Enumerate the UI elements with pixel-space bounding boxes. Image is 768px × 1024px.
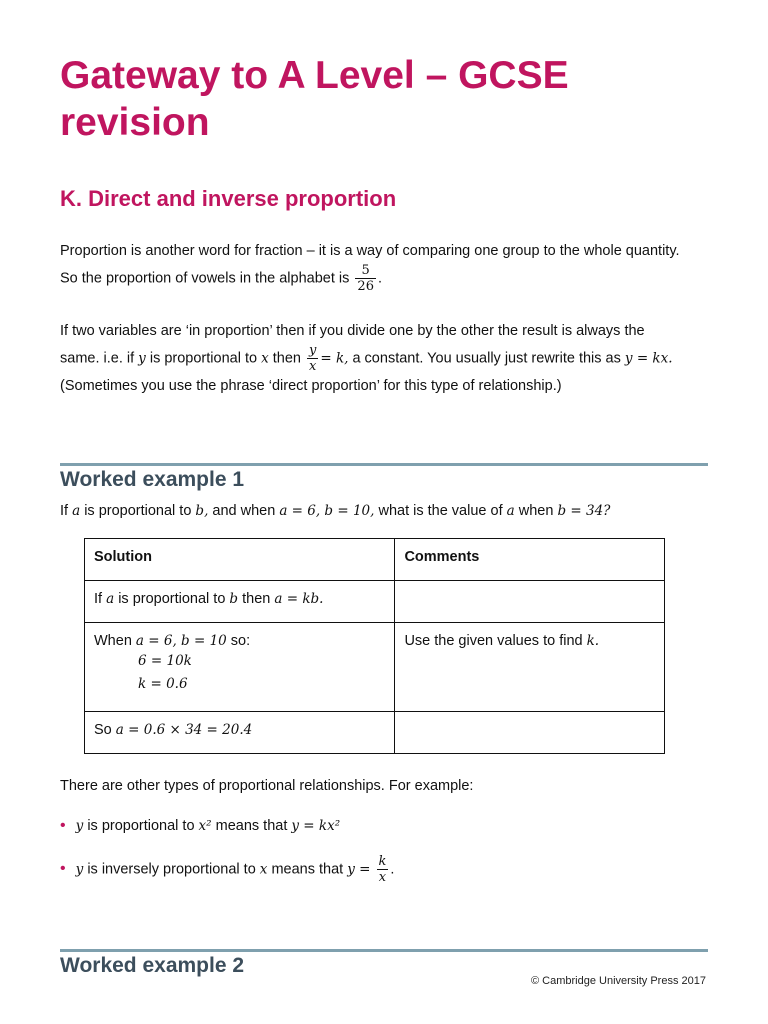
math-a: a bbox=[106, 591, 115, 607]
proportion-line-2 bbox=[60, 343, 720, 374]
text: . bbox=[390, 861, 395, 878]
table-row bbox=[85, 623, 665, 712]
math-given-values: a = 6, b = 10, bbox=[279, 503, 375, 519]
solution-line bbox=[94, 633, 385, 649]
math-equals-k: = k, bbox=[320, 350, 349, 367]
text: what is the value of bbox=[378, 503, 503, 519]
math-y-equals: y = bbox=[347, 861, 371, 878]
worked-example-2-heading: Worked example 2 bbox=[60, 954, 245, 977]
text: When bbox=[94, 633, 132, 649]
math-6-equals-10k: 6 = 10k bbox=[138, 653, 192, 669]
copyright-footer: © Cambridge University Press 2017 bbox=[530, 975, 706, 987]
worked-example-1-heading: Worked example 1 bbox=[60, 468, 245, 491]
text: and when bbox=[212, 503, 276, 519]
section-heading: K. Direct and inverse proportion bbox=[60, 186, 397, 211]
text: then bbox=[242, 591, 271, 607]
text: is proportional to bbox=[84, 503, 192, 519]
text: Use the given values to find bbox=[404, 633, 583, 649]
k-over-x-fraction bbox=[377, 854, 389, 885]
text: If bbox=[60, 503, 69, 519]
text: means that bbox=[215, 818, 288, 834]
fraction-denominator: x bbox=[309, 359, 317, 374]
list-item bbox=[60, 854, 720, 885]
math-b: b, bbox=[195, 503, 209, 519]
text: means that bbox=[271, 861, 344, 878]
comment-cell bbox=[395, 712, 665, 754]
intro-line-2-suffix: . bbox=[377, 270, 382, 287]
fraction-numerator: y bbox=[309, 343, 317, 358]
math-y: y bbox=[75, 818, 84, 834]
math-k: k. bbox=[586, 633, 600, 649]
proportion-paragraph bbox=[60, 321, 720, 396]
math-a-equals-kb: a = kb. bbox=[274, 591, 324, 607]
text: then bbox=[272, 350, 301, 367]
math-x: x bbox=[259, 861, 268, 878]
header-solution: Solution bbox=[85, 539, 395, 581]
intro-paragraph bbox=[60, 241, 720, 294]
table-row bbox=[85, 712, 665, 754]
text: So bbox=[94, 722, 112, 738]
intro-line-2 bbox=[60, 263, 720, 294]
header-comments: Comments bbox=[395, 539, 665, 581]
section-divider bbox=[60, 463, 708, 466]
math-y: y bbox=[138, 350, 146, 367]
text: is proportional to bbox=[118, 591, 226, 607]
other-relationships-intro: There are other types of proportional relationships. For example: bbox=[60, 778, 474, 794]
example-1-question bbox=[60, 501, 720, 521]
proportion-line-1: If two variables are ‘in proportion’ then if you divide one by the other the result is always the bbox=[60, 323, 645, 339]
text: If bbox=[94, 591, 103, 607]
comment-cell bbox=[395, 581, 665, 623]
table-header-row bbox=[85, 539, 665, 581]
bullet-icon: • bbox=[60, 860, 66, 878]
math-a: a bbox=[72, 503, 81, 519]
math-y-equals-kx: y = kx. bbox=[624, 350, 673, 367]
text: is proportional to bbox=[87, 818, 195, 834]
section-divider bbox=[60, 949, 708, 952]
document-title: Gateway to A Level – GCSE revision bbox=[60, 54, 569, 144]
comment-cell bbox=[395, 623, 665, 712]
text: is inversely proportional to bbox=[87, 861, 256, 878]
math-b-value: b = 34? bbox=[557, 503, 611, 519]
math-a: a bbox=[506, 503, 515, 519]
fraction-numerator: 5 bbox=[355, 263, 376, 279]
intro-line-2-text: So the proportion of vowels in the alphabet is bbox=[60, 270, 350, 287]
list-item bbox=[60, 816, 720, 836]
vowel-fraction bbox=[355, 263, 376, 294]
intro-line-1: Proportion is another word for fraction – it is a way of comparing one group to the whole quantity. bbox=[60, 243, 680, 259]
text: is proportional to bbox=[149, 350, 258, 367]
text: when bbox=[518, 503, 554, 519]
fraction-numerator: k bbox=[378, 854, 387, 869]
text: a constant. You usually just rewrite this as bbox=[352, 350, 621, 367]
math-y-equals-kx-squared: y = kx² bbox=[291, 818, 341, 834]
fraction-denominator: 26 bbox=[357, 279, 374, 294]
text: so: bbox=[230, 633, 251, 649]
math-x-squared: x² bbox=[198, 818, 212, 834]
math-x: x bbox=[261, 350, 269, 367]
solution-table bbox=[84, 538, 665, 754]
solution-cell bbox=[85, 581, 395, 623]
proportion-line-3: (Sometimes you use the phrase ‘direct proportion’ for this type of relationship.) bbox=[60, 378, 562, 394]
table-row bbox=[85, 581, 665, 623]
y-over-x-fraction bbox=[307, 343, 318, 374]
text: same. i.e. if bbox=[60, 350, 135, 367]
math-final-answer: a = 0.6 × 34 = 20.4 bbox=[115, 722, 253, 738]
math-k-value: k = 0.6 bbox=[138, 676, 188, 692]
fraction-denominator: x bbox=[378, 870, 387, 885]
math-given-values: a = 6, b = 10 bbox=[135, 633, 227, 649]
bullet-icon: • bbox=[60, 817, 66, 834]
solution-cell bbox=[85, 712, 395, 754]
solution-cell bbox=[85, 623, 395, 712]
math-b: b bbox=[229, 591, 239, 607]
math-y: y bbox=[75, 861, 84, 878]
